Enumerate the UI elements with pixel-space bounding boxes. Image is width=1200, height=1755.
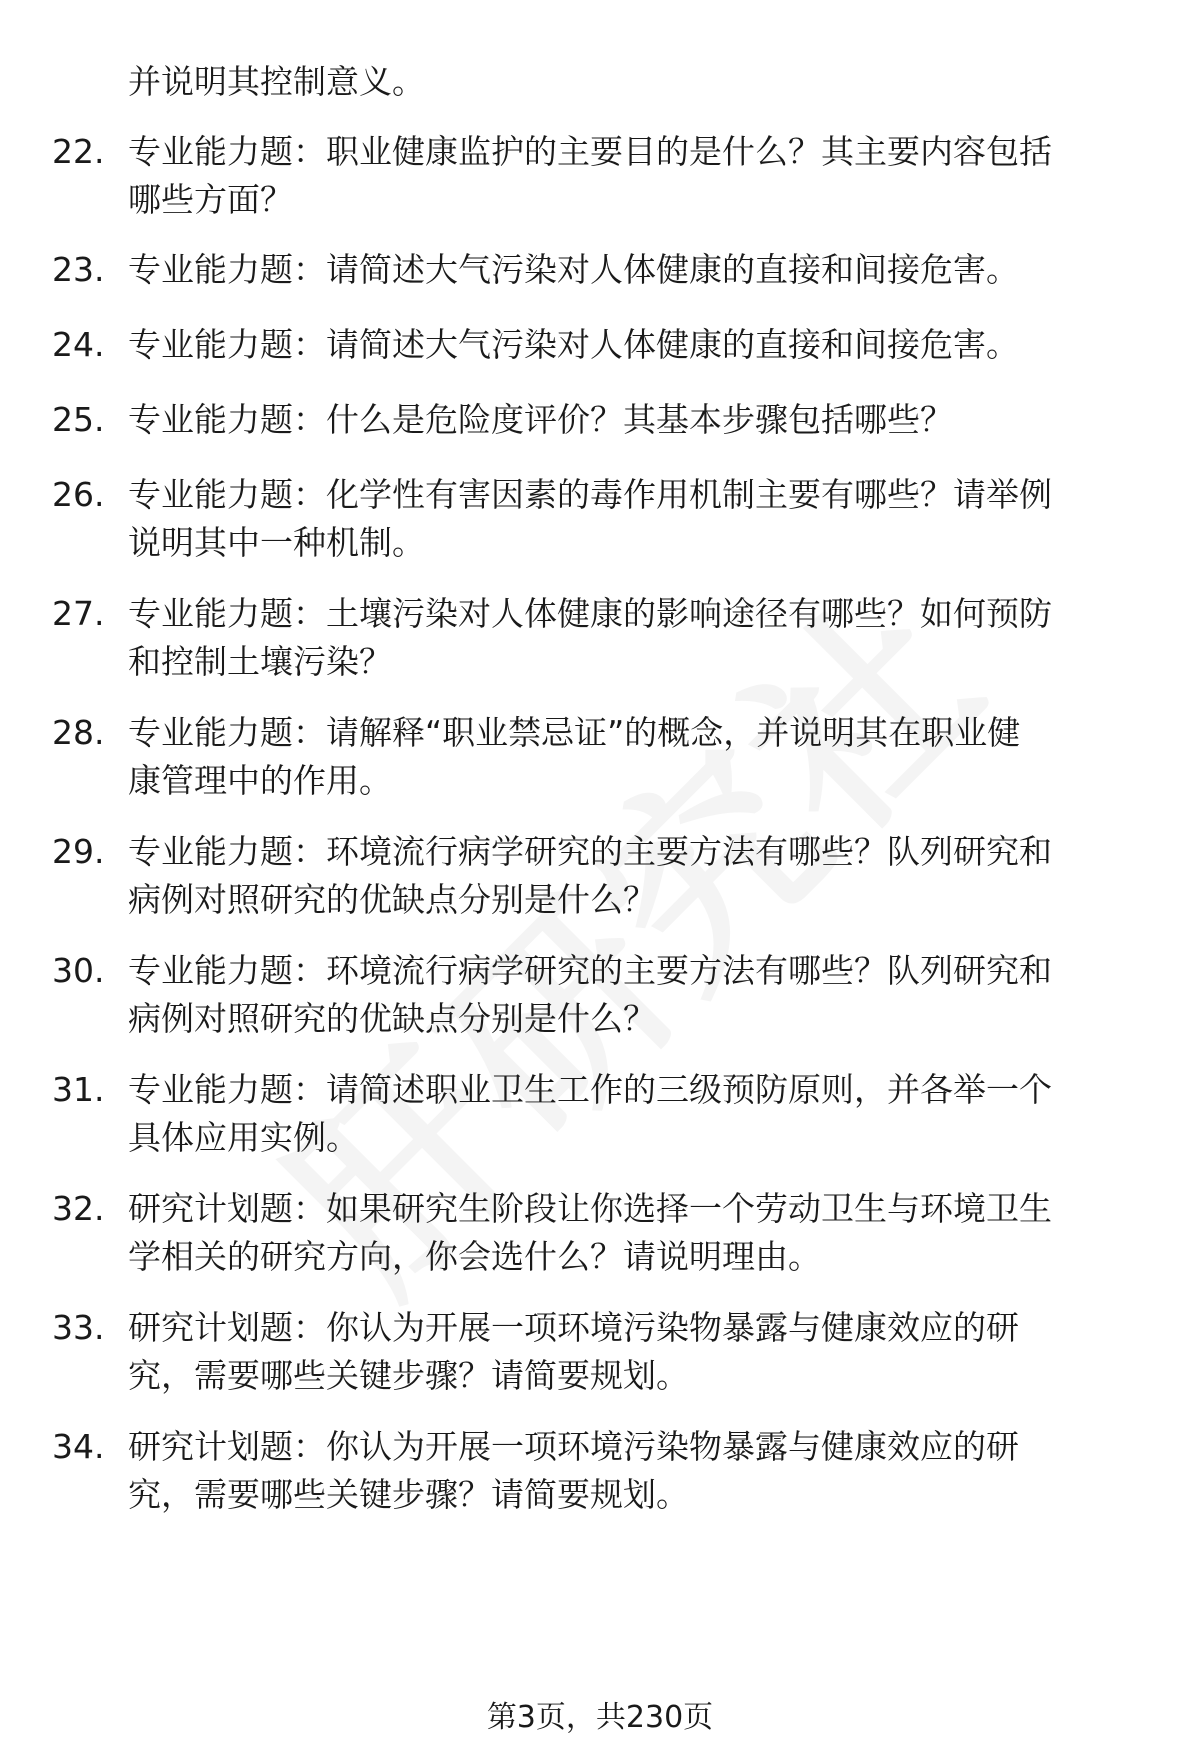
question-number: 23.: [52, 250, 105, 289]
question-line: 专业能力题：请解释“职业禁忌证”的概念，并说明其在职业健: [128, 713, 1021, 752]
question-line: 和控制土壤污染？: [128, 642, 392, 681]
question-number: 31.: [52, 1070, 105, 1109]
question-number: 26.: [52, 475, 105, 514]
question-line: 哪些方面？: [128, 180, 293, 219]
question-line: 研究计划题：如果研究生阶段让你选择一个劳动卫生与环境卫生: [128, 1189, 1052, 1228]
question-number: 27.: [52, 594, 105, 633]
question-line: 研究计划题：你认为开展一项环境污染物暴露与健康效应的研: [128, 1308, 1019, 1347]
question-line: 专业能力题：什么是危险度评价？其基本步骤包括哪些？: [128, 400, 953, 439]
question-text: [128, 947, 1138, 1043]
question-line: 专业能力题：化学性有害因素的毒作用机制主要有哪些？请举例: [128, 475, 1052, 514]
question-number: 24.: [52, 325, 105, 364]
question-text: [128, 590, 1138, 686]
question-text: [128, 1304, 1138, 1400]
question-text: [128, 1066, 1138, 1162]
question-line: 学相关的研究方向，你会选什么？请说明理由。: [128, 1237, 821, 1276]
question-number: 34.: [52, 1427, 105, 1466]
question-text: [128, 709, 1138, 805]
question-line: 研究计划题：你认为开展一项环境污染物暴露与健康效应的研: [128, 1427, 1019, 1466]
question-line: 专业能力题：环境流行病学研究的主要方法有哪些？队列研究和: [128, 951, 1052, 990]
question-text: [128, 471, 1138, 567]
question-line: 专业能力题：请简述大气污染对人体健康的直接和间接危害。: [128, 325, 1019, 364]
question-number: 32.: [52, 1189, 105, 1228]
question-line: 说明其中一种机制。: [128, 523, 425, 562]
question-number: 30.: [52, 951, 105, 990]
question-text: [128, 396, 1138, 444]
page-footer: 第3页，共230页: [486, 1700, 714, 1735]
question-line: 专业能力题：职业健康监护的主要目的是什么？其主要内容包括: [128, 132, 1052, 171]
question-line: 究，需要哪些关键步骤？请简要规划。: [128, 1475, 689, 1514]
question-text: [128, 828, 1138, 924]
question-number: 25.: [52, 400, 105, 439]
question-line: 专业能力题：请简述大气污染对人体健康的直接和间接危害。: [128, 250, 1019, 289]
question-line: 专业能力题：环境流行病学研究的主要方法有哪些？队列研究和: [128, 832, 1052, 871]
continuation-line: 并说明其控制意义。: [128, 62, 425, 101]
question-text: [128, 321, 1138, 369]
question-line: 康管理中的作用。: [128, 761, 392, 800]
question-line: 专业能力题：土壤污染对人体健康的影响途径有哪些？如何预防: [128, 594, 1052, 633]
question-line: 病例对照研究的优缺点分别是什么？: [128, 880, 656, 919]
question-line: 病例对照研究的优缺点分别是什么？: [128, 999, 656, 1038]
question-text: [128, 246, 1138, 294]
question-line: 专业能力题：请简述职业卫生工作的三级预防原则，并各举一个: [128, 1070, 1052, 1109]
question-number: 22.: [52, 132, 105, 171]
question-number: 29.: [52, 832, 105, 871]
question-line: 具体应用实例。: [128, 1118, 359, 1157]
question-number: 28.: [52, 713, 105, 752]
question-text: [128, 128, 1138, 224]
question-line: 究，需要哪些关键步骤？请简要规划。: [128, 1356, 689, 1395]
question-text: [128, 1423, 1138, 1519]
question-text: [128, 1185, 1138, 1281]
question-number: 33.: [52, 1308, 105, 1347]
